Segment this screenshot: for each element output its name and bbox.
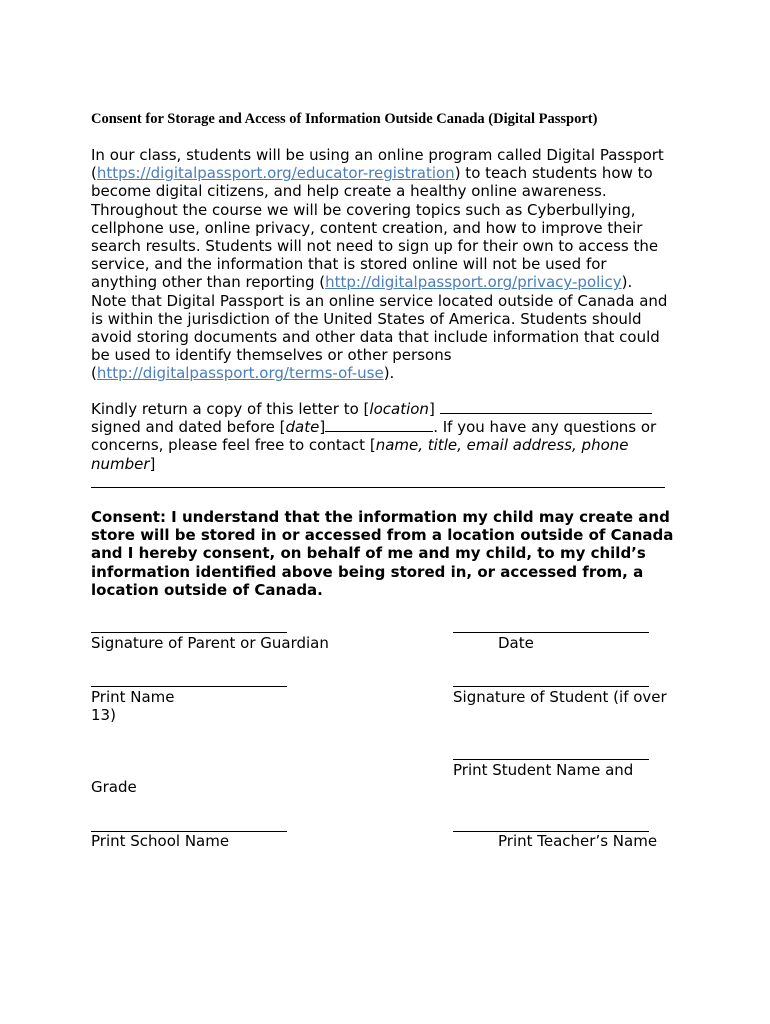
intro-line: In our class, students will be using an online program called Digital Passport (91, 146, 664, 164)
intro-line (91, 364, 691, 382)
print-school-name-label: Print School Name (91, 832, 230, 850)
print-name-label: Print Name (91, 688, 175, 706)
intro-line (91, 273, 691, 291)
return-line (91, 436, 691, 454)
terms-of-use-link[interactable]: http://digitalpassport.org/terms-of-use (96, 364, 384, 383)
consent-line: Consent: I understand that the information my child may create and (91, 508, 670, 526)
consent-line: store will be stored in or accessed from a location outside of Canada (91, 526, 674, 545)
student-signature-line (453, 686, 649, 687)
intro-paragraph (91, 146, 691, 383)
date-label: Date (498, 634, 534, 652)
text-fragment: ). (383, 364, 395, 383)
text-fragment: anything other than reporting ( (91, 273, 326, 292)
text-fragment: Kindly return a copy of this letter to [ (91, 400, 370, 418)
document-title: Consent for Storage and Access of Information Outside Canada (Digital Passport) (91, 111, 598, 127)
student-signature-label: Signature of Student (if over (453, 688, 667, 706)
intro-line: service, and the information that is stored online will not be used for (91, 255, 607, 274)
text-fragment: ] (149, 454, 156, 473)
contact-placeholder: number (91, 454, 150, 473)
intro-line: is within the jurisdiction of the United States of America. Students should (91, 309, 642, 328)
consent-line: location outside of Canada. (91, 580, 323, 599)
parent-signature-label: Signature of Parent or Guardian (91, 634, 329, 652)
privacy-policy-link[interactable]: http://digitalpassport.org/privacy-policy (325, 273, 622, 292)
print-name-line (91, 686, 287, 687)
print-student-name-label: Print Student Name and (453, 761, 634, 779)
date-line (453, 632, 649, 633)
date-placeholder: date (285, 418, 320, 437)
text-fragment: ). (621, 273, 633, 292)
location-placeholder: location (369, 400, 429, 418)
intro-line: be used to identify themselves or other persons (91, 346, 452, 365)
location-blank (440, 400, 652, 414)
return-line (91, 400, 691, 418)
return-paragraph (91, 400, 691, 473)
intro-line: become digital citizens, and help create a healthy online awareness. (91, 182, 607, 201)
date-blank (325, 418, 433, 432)
text-fragment: ( (91, 164, 97, 183)
student-name-line (453, 759, 649, 760)
intro-line (91, 164, 691, 182)
student-signature-label-cont: 13) (91, 706, 116, 724)
text-fragment: ] (428, 400, 435, 418)
intro-line: search results. Students will not need to sign up for their own to access the (91, 237, 659, 256)
text-fragment: ] (319, 418, 326, 437)
text-fragment: signed and dated before [ (91, 418, 286, 437)
intro-line: Note that Digital Passport is an online service located outside of Canada and (91, 291, 668, 310)
return-line (91, 455, 691, 473)
contact-placeholder: name, title, email address, phone (375, 436, 629, 455)
return-line (91, 418, 691, 436)
text-fragment: concerns, please feel free to contact [ (91, 436, 376, 455)
consent-line: information identified above being stored in, or accessed from, a (91, 562, 644, 581)
text-fragment: ( (91, 364, 97, 383)
consent-paragraph (91, 508, 691, 599)
intro-line: Throughout the course we will be covering topics such as Cyberbullying, (91, 200, 636, 219)
print-teacher-name-label: Print Teacher’s Name (498, 832, 658, 850)
educator-registration-link[interactable]: https://digitalpassport.org/educator-registration (96, 164, 455, 183)
consent-line: and I hereby consent, on behalf of me and my child, to my child’s (91, 544, 646, 563)
text-fragment: ) to teach students how to (454, 164, 653, 183)
text-fragment: . If you have any questions or (433, 418, 657, 437)
grade-label: Grade (91, 778, 137, 796)
divider-line (91, 487, 665, 488)
intro-line: cellphone use, online privacy, content creation, and how to improve their (91, 218, 643, 237)
intro-line: avoid storing documents and other data that include information that could (91, 328, 660, 347)
parent-signature-line (91, 632, 287, 633)
